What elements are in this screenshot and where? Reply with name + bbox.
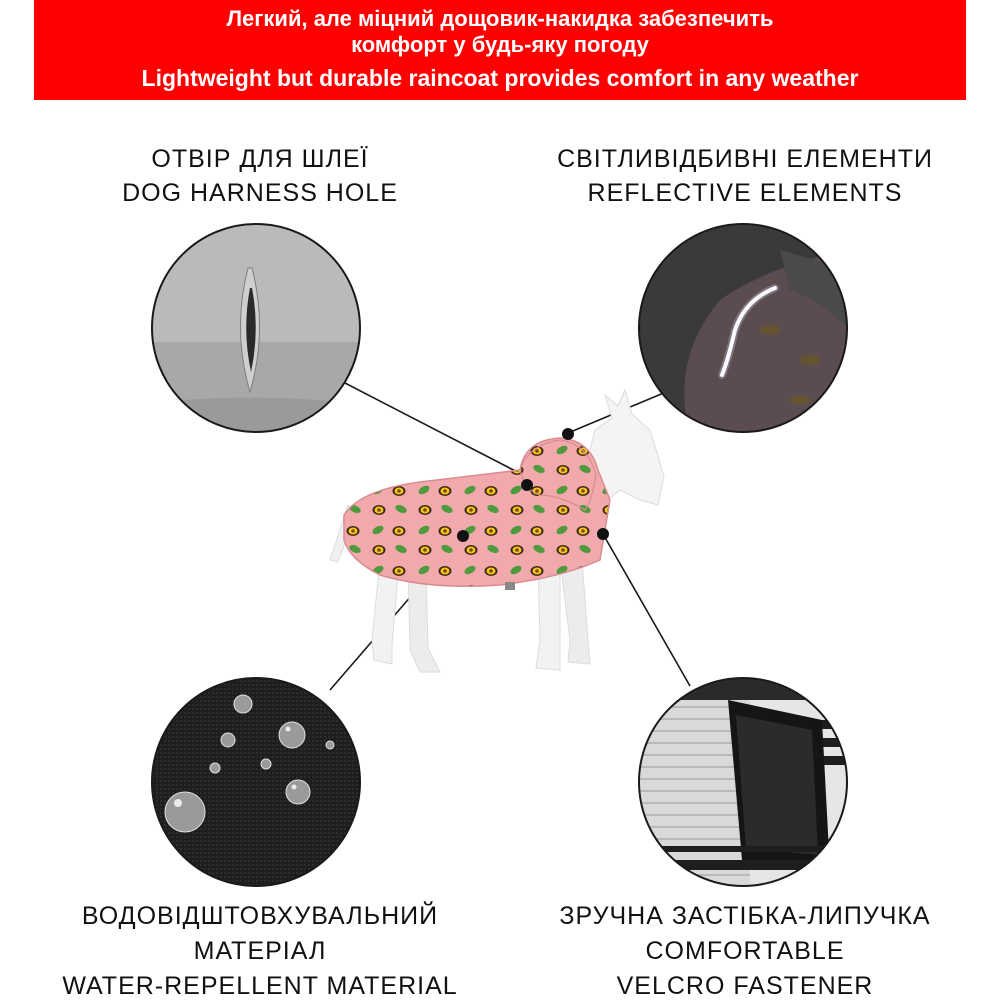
harness-hole-label-ua: ОТВІР ДЛЯ ШЛЕЇ: [151, 145, 369, 173]
reflective-label-ua: СВІТЛИВІДБИВНІ ЕЛЕМЕНТИ: [557, 145, 933, 173]
water-repellent-label-ua-1: ВОДОВІДШТОВХУВАЛЬНИЙ: [81, 902, 439, 930]
water-repellent-label-ua-2: МАТЕРІАЛ: [193, 937, 327, 965]
harness-hole-closeup: [150, 222, 362, 440]
reflective-label-en: REFLECTIVE ELEMENTS: [587, 179, 903, 207]
avocado-raincoat: [344, 438, 610, 590]
water-repellent-label-en: WATER-REPELLENT MATERIAL: [62, 972, 458, 1000]
banner-line-ua-2: комфорт у будь-яку погоду: [351, 32, 649, 57]
reflective-closeup: [639, 224, 850, 434]
velcro-label-en-1: COMFORTABLE: [645, 937, 845, 965]
velcro-label-ua: ЗРУЧНА ЗАСТІБКА-ЛИПУЧКА: [559, 902, 931, 930]
harness-hole-label-en: DOG HARNESS HOLE: [122, 179, 398, 207]
velcro-closeup: [639, 678, 849, 888]
banner-line-en: Lightweight but durable raincoat provides comfort in any weather: [141, 65, 859, 91]
water-repellent-closeup: [150, 676, 362, 888]
velcro-label-en-2: VELCRO FASTENER: [616, 972, 874, 1000]
banner-line-ua-1: Легкий, але міцний дощовик-накидка забезпечить: [226, 6, 774, 31]
